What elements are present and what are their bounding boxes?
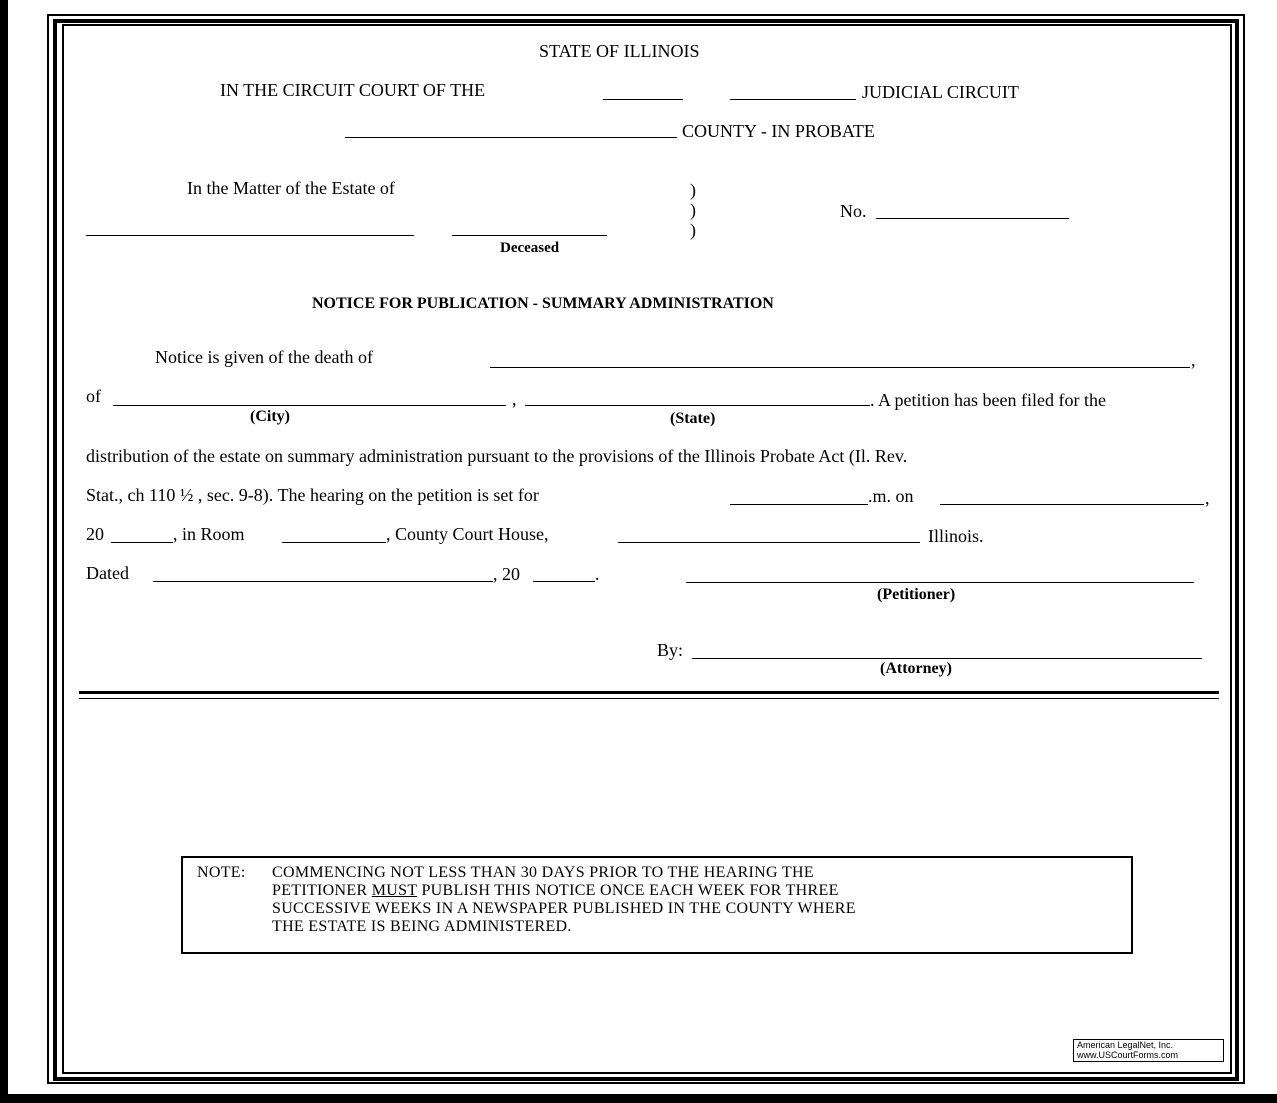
- judicial-circuit-label: JUDICIAL CIRCUIT: [862, 82, 1019, 102]
- of-label: of: [86, 386, 101, 406]
- dated-year-field[interactable]: [533, 581, 595, 582]
- city-label: (City): [250, 408, 290, 425]
- decedent-field[interactable]: [490, 367, 1190, 368]
- comma: ,: [1205, 488, 1210, 508]
- state-field[interactable]: [525, 405, 870, 406]
- county-field[interactable]: [345, 137, 677, 138]
- state-label: (State): [670, 410, 716, 427]
- m-on-label: .m. on: [868, 486, 914, 506]
- room-label: , in Room: [173, 524, 245, 544]
- publisher-logo: [1073, 1039, 1224, 1062]
- must-emphasis: MUST: [371, 882, 418, 899]
- city-court-house-field[interactable]: [618, 542, 920, 543]
- note-line: THE ESTATE IS BEING ADMINISTERED.: [272, 918, 572, 935]
- period: .: [595, 564, 600, 584]
- deceased-label: Deceased: [500, 240, 560, 256]
- note-line: [272, 882, 839, 900]
- room-field[interactable]: [282, 542, 386, 543]
- estate-matter-label: In the Matter of the Estate of: [187, 178, 395, 198]
- illinois-label: Illinois.: [928, 526, 984, 546]
- comma: ,: [1191, 350, 1196, 370]
- publisher-website: www.USCourtForms.com: [1077, 1050, 1179, 1060]
- city-field[interactable]: [113, 405, 506, 406]
- divider: [79, 691, 1219, 694]
- hearing-time-field[interactable]: [730, 504, 868, 505]
- case-number-field[interactable]: [876, 218, 1069, 219]
- dated-label: Dated: [86, 563, 129, 583]
- petitioner-signature-field[interactable]: [686, 582, 1194, 583]
- note-text: PETITIONER: [272, 882, 368, 899]
- county-probate-label: COUNTY - IN PROBATE: [682, 121, 875, 141]
- hearing-text: Stat., ch 110 ½ , sec. 9-8). The hearing on the petition is set for: [86, 485, 539, 505]
- note-label: NOTE:: [197, 864, 246, 881]
- court-house-label: , County Court House,: [386, 524, 549, 544]
- petition-filed-text: . A petition has been filed for the: [870, 390, 1106, 410]
- dated-field[interactable]: [153, 581, 493, 582]
- petitioner-label: (Petitioner): [877, 586, 956, 603]
- distribution-text: distribution of the estate on summary administration pursuant to the provisions of the Illinois Probate Act (Il. Rev.: [86, 446, 908, 466]
- year-prefix: 20: [86, 524, 104, 544]
- note-text: PUBLISH THIS NOTICE ONCE EACH WEEK FOR THREE: [421, 882, 839, 899]
- scan-edge-left: [0, 0, 8, 1103]
- circuit-name-field[interactable]: [730, 99, 856, 100]
- decedent-name-field[interactable]: [86, 235, 414, 236]
- attorney-label: (Attorney): [880, 660, 952, 677]
- court-heading: IN THE CIRCUIT COURT OF THE: [220, 80, 486, 100]
- paren: ): [690, 180, 696, 200]
- hearing-date-field[interactable]: [940, 504, 1204, 505]
- case-number-label: No.: [840, 201, 867, 221]
- decedent-name-field-2[interactable]: [452, 235, 607, 236]
- paren: ): [690, 200, 696, 220]
- publisher-name: American LegalNet, Inc.: [1077, 1040, 1174, 1050]
- document-title: NOTICE FOR PUBLICATION - SUMMARY ADMINISTRATION: [312, 295, 774, 312]
- paren: ): [690, 220, 696, 240]
- circuit-number-field[interactable]: [603, 99, 683, 100]
- death-notice-text: Notice is given of the death of: [155, 347, 373, 367]
- by-label: By:: [657, 640, 684, 660]
- scan-edge-bottom: [0, 1094, 1277, 1103]
- year-prefix: , 20: [493, 564, 520, 584]
- comma: ,: [512, 389, 517, 409]
- state-heading: STATE OF ILLINOIS: [539, 41, 700, 61]
- attorney-signature-field[interactable]: [692, 658, 1202, 659]
- hearing-year-field[interactable]: [111, 542, 173, 543]
- note-line: COMMENCING NOT LESS THAN 30 DAYS PRIOR TO THE HEARING THE: [272, 864, 814, 881]
- note-line: SUCCESSIVE WEEKS IN A NEWSPAPER PUBLISHED IN THE COUNTY WHERE: [272, 900, 856, 917]
- divider: [79, 698, 1219, 699]
